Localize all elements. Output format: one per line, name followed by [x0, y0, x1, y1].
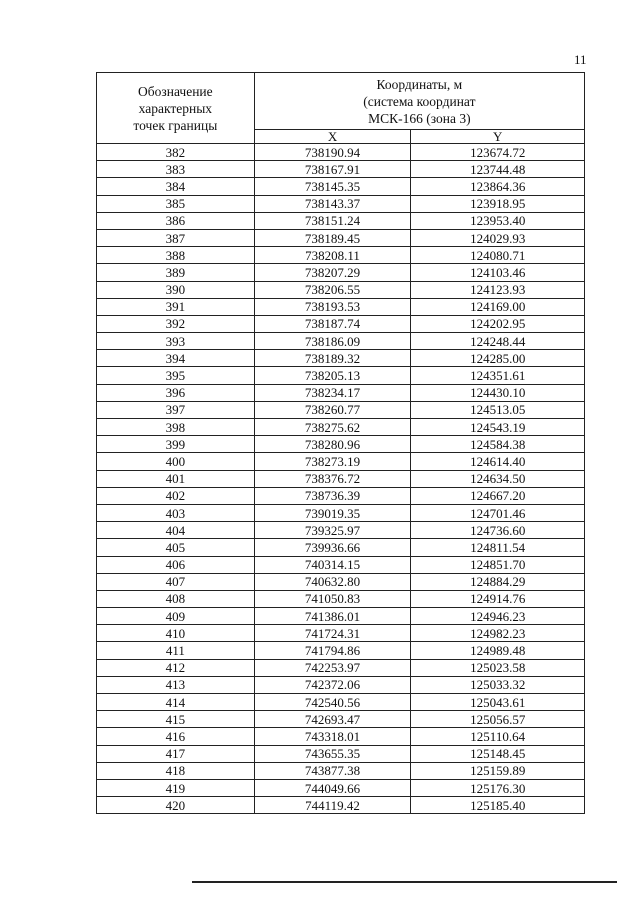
cell-point: 392 — [97, 315, 255, 332]
cell-y: 124202.95 — [411, 315, 585, 332]
table-row — [97, 711, 585, 728]
cell-y: 124285.00 — [411, 350, 585, 367]
table-row — [97, 333, 585, 350]
footer-divider — [192, 881, 617, 883]
cell-x: 742372.06 — [254, 676, 411, 693]
cell-point: 391 — [97, 298, 255, 315]
cell-x: 738273.19 — [254, 453, 411, 470]
cell-y: 125043.61 — [411, 694, 585, 711]
cell-x: 738189.32 — [254, 350, 411, 367]
cell-x: 738207.29 — [254, 264, 411, 281]
cell-point: 393 — [97, 333, 255, 350]
cell-x: 742540.56 — [254, 694, 411, 711]
cell-y: 124351.61 — [411, 367, 585, 384]
table-row — [97, 144, 585, 161]
cell-y: 124169.00 — [411, 298, 585, 315]
cell-point: 386 — [97, 212, 255, 229]
table-row — [97, 264, 585, 281]
cell-x: 742693.47 — [254, 711, 411, 728]
table-row — [97, 212, 585, 229]
cell-y: 125056.57 — [411, 711, 585, 728]
cell-y: 124584.38 — [411, 436, 585, 453]
header-point-line: характерных — [138, 100, 213, 116]
cell-x: 738190.94 — [254, 144, 411, 161]
cell-y: 124634.50 — [411, 470, 585, 487]
cell-point: 414 — [97, 694, 255, 711]
table-header — [97, 73, 585, 144]
cell-point: 401 — [97, 470, 255, 487]
table-row — [97, 350, 585, 367]
table-row — [97, 556, 585, 573]
cell-x: 738143.37 — [254, 195, 411, 212]
cell-x: 738189.45 — [254, 229, 411, 246]
cell-y: 125110.64 — [411, 728, 585, 745]
cell-x: 741386.01 — [254, 608, 411, 625]
cell-x: 738193.53 — [254, 298, 411, 315]
cell-y: 123744.48 — [411, 161, 585, 178]
table-row — [97, 779, 585, 796]
table-row — [97, 573, 585, 590]
cell-y: 124989.48 — [411, 642, 585, 659]
cell-y: 125185.40 — [411, 797, 585, 814]
cell-y: 123953.40 — [411, 212, 585, 229]
cell-x: 743655.35 — [254, 745, 411, 762]
cell-point: 419 — [97, 779, 255, 796]
cell-x: 738275.62 — [254, 419, 411, 436]
cell-y: 124914.76 — [411, 590, 585, 607]
cell-point: 382 — [97, 144, 255, 161]
table-row — [97, 367, 585, 384]
cell-point: 409 — [97, 608, 255, 625]
table-row — [97, 539, 585, 556]
cell-x: 744049.66 — [254, 779, 411, 796]
cell-y: 124513.05 — [411, 401, 585, 418]
cell-point: 389 — [97, 264, 255, 281]
cell-y: 125159.89 — [411, 762, 585, 779]
cell-point: 387 — [97, 229, 255, 246]
header-coordinates-line: (система координат — [363, 93, 476, 109]
cell-x: 738187.74 — [254, 315, 411, 332]
table-row — [97, 470, 585, 487]
table-row — [97, 384, 585, 401]
cell-x: 742253.97 — [254, 659, 411, 676]
cell-y: 123674.72 — [411, 144, 585, 161]
header-point-designation — [97, 73, 255, 144]
cell-point: 408 — [97, 590, 255, 607]
table-row — [97, 762, 585, 779]
cell-point: 405 — [97, 539, 255, 556]
cell-point: 420 — [97, 797, 255, 814]
cell-x: 738145.35 — [254, 178, 411, 195]
cell-x: 738234.17 — [254, 384, 411, 401]
cell-point: 415 — [97, 711, 255, 728]
table-row — [97, 625, 585, 642]
cell-point: 400 — [97, 453, 255, 470]
cell-point: 383 — [97, 161, 255, 178]
cell-y: 125023.58 — [411, 659, 585, 676]
table-row — [97, 401, 585, 418]
cell-y: 125176.30 — [411, 779, 585, 796]
cell-y: 124123.93 — [411, 281, 585, 298]
cell-x: 743318.01 — [254, 728, 411, 745]
cell-y: 124667.20 — [411, 487, 585, 504]
cell-point: 402 — [97, 487, 255, 504]
cell-point: 411 — [97, 642, 255, 659]
cell-point: 406 — [97, 556, 255, 573]
cell-point: 418 — [97, 762, 255, 779]
cell-y: 125148.45 — [411, 745, 585, 762]
cell-x: 738208.11 — [254, 247, 411, 264]
cell-y: 124982.23 — [411, 625, 585, 642]
table-row — [97, 247, 585, 264]
cell-x: 738186.09 — [254, 333, 411, 350]
cell-y: 124851.70 — [411, 556, 585, 573]
cell-point: 412 — [97, 659, 255, 676]
cell-x: 738260.77 — [254, 401, 411, 418]
table-row — [97, 745, 585, 762]
cell-point: 417 — [97, 745, 255, 762]
cell-y: 124946.23 — [411, 608, 585, 625]
cell-y: 124543.19 — [411, 419, 585, 436]
cell-x: 738736.39 — [254, 487, 411, 504]
table-body — [97, 144, 585, 814]
cell-x: 738376.72 — [254, 470, 411, 487]
cell-x: 738206.55 — [254, 281, 411, 298]
table-row — [97, 522, 585, 539]
cell-point: 394 — [97, 350, 255, 367]
cell-point: 413 — [97, 676, 255, 693]
header-point-line: Обозначение — [138, 83, 213, 99]
cell-point: 416 — [97, 728, 255, 745]
cell-point: 388 — [97, 247, 255, 264]
table-row — [97, 659, 585, 676]
table-row — [97, 298, 585, 315]
table-row — [97, 315, 585, 332]
table-row — [97, 419, 585, 436]
cell-point: 398 — [97, 419, 255, 436]
cell-x: 740632.80 — [254, 573, 411, 590]
header-coordinates-line: МСК-166 (зона 3) — [368, 110, 471, 126]
cell-point: 410 — [97, 625, 255, 642]
table-row — [97, 797, 585, 814]
table-row — [97, 728, 585, 745]
header-coordinates-group — [254, 73, 584, 130]
table-row — [97, 436, 585, 453]
cell-y: 123918.95 — [411, 195, 585, 212]
cell-x: 741794.86 — [254, 642, 411, 659]
header-x: X — [254, 130, 411, 144]
cell-point: 404 — [97, 522, 255, 539]
table-row — [97, 453, 585, 470]
cell-point: 390 — [97, 281, 255, 298]
cell-y: 124811.54 — [411, 539, 585, 556]
table-row — [97, 590, 585, 607]
table-row — [97, 487, 585, 504]
cell-y: 124248.44 — [411, 333, 585, 350]
table-row — [97, 178, 585, 195]
cell-point: 399 — [97, 436, 255, 453]
cell-x: 738167.91 — [254, 161, 411, 178]
table-row — [97, 676, 585, 693]
cell-x: 738151.24 — [254, 212, 411, 229]
cell-point: 403 — [97, 504, 255, 521]
cell-x: 738280.96 — [254, 436, 411, 453]
coordinates-table — [96, 72, 585, 814]
cell-x: 739325.97 — [254, 522, 411, 539]
page-number: 11 — [574, 52, 587, 67]
header-y: Y — [411, 130, 585, 144]
table-row — [97, 229, 585, 246]
table-row — [97, 608, 585, 625]
cell-x: 741724.31 — [254, 625, 411, 642]
cell-y: 123864.36 — [411, 178, 585, 195]
cell-y: 124614.40 — [411, 453, 585, 470]
cell-x: 743877.38 — [254, 762, 411, 779]
table-row — [97, 642, 585, 659]
header-coordinates-line: Координаты, м — [376, 76, 463, 92]
cell-y: 124736.60 — [411, 522, 585, 539]
cell-x: 738205.13 — [254, 367, 411, 384]
cell-y: 124080.71 — [411, 247, 585, 264]
cell-x: 739019.35 — [254, 504, 411, 521]
cell-point: 385 — [97, 195, 255, 212]
table-row — [97, 504, 585, 521]
cell-y: 124884.29 — [411, 573, 585, 590]
table-row — [97, 161, 585, 178]
cell-y: 125033.32 — [411, 676, 585, 693]
table-row — [97, 195, 585, 212]
table-row — [97, 694, 585, 711]
cell-y: 124029.93 — [411, 229, 585, 246]
cell-point: 395 — [97, 367, 255, 384]
cell-x: 744119.42 — [254, 797, 411, 814]
cell-x: 740314.15 — [254, 556, 411, 573]
header-point-line: точек границы — [133, 117, 218, 133]
table-row — [97, 281, 585, 298]
cell-y: 124103.46 — [411, 264, 585, 281]
cell-point: 397 — [97, 401, 255, 418]
cell-y: 124701.46 — [411, 504, 585, 521]
cell-x: 739936.66 — [254, 539, 411, 556]
cell-point: 384 — [97, 178, 255, 195]
cell-y: 124430.10 — [411, 384, 585, 401]
cell-point: 407 — [97, 573, 255, 590]
cell-x: 741050.83 — [254, 590, 411, 607]
cell-point: 396 — [97, 384, 255, 401]
